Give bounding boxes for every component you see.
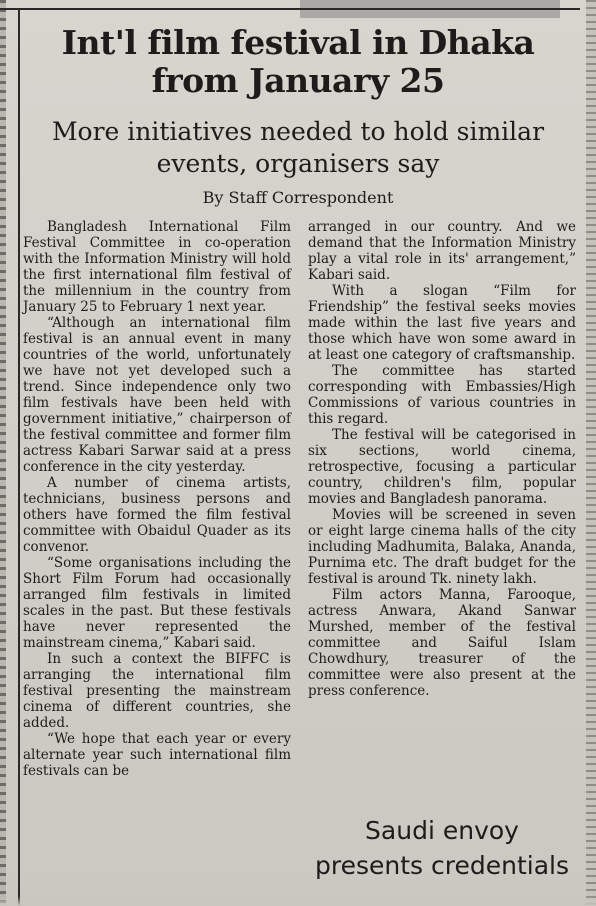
paragraph: “Some organisations including the Short Film Forum had occasionally arranged film festivals in limited scales in the past. But these festivals have never represented the mainstream cinema,” Kabari said. [23, 555, 291, 651]
paragraph: A number of cinema artists, technicians, business persons and others have formed the film festival committee with Obaidul Quader as its convenor. [23, 475, 291, 555]
paragraph: In such a context the BIFFC is arranging the international film festival presenting the mainstream cinema of different countries, she added. [23, 651, 291, 731]
paragraph: arranged in our country. And we demand that the Information Ministry play a vital role in its' arrangement,” Kabari said. [308, 219, 576, 283]
article-column-2 [308, 219, 576, 699]
paragraph: The committee has started corresponding with Embassies/High Commissions of various countries in this regard. [308, 363, 576, 427]
paragraph: Bangladesh International Film Festival Committee in co-operation with the Information Ministry will hold the first international film festival of the millennium in the country from January 25 to February 1 next year. [23, 219, 291, 315]
paragraph: Film actors Manna, Farooque, actress Anwara, Akand Sanwar Murshed, member of the festival committee and Saiful Islam Chowdhury, treasurer of the committee were also present at the press conference. [308, 587, 576, 699]
next-article-headline: Saudi envoy presents credentials [315, 816, 569, 880]
paragraph: Movies will be screened in seven or eight large cinema halls of the city including Madhumita, Balaka, Ananda, Purnima etc. The draft budget for the festival is around Tk. ninety lakh. [308, 507, 576, 587]
top-rule [0, 8, 580, 10]
byline: By Staff Correspondent [202, 188, 394, 207]
right-paper-edge [586, 0, 596, 906]
paragraph: “We hope that each year or every alternate year such international film festivals can be [23, 731, 291, 779]
headline: Int'l film festival in Dhaka from January 25 [61, 23, 535, 100]
subheadline: More initiatives needed to hold similar events, organisers say [51, 117, 545, 178]
article-column-1 [23, 219, 291, 779]
paragraph: “Although an international film festival is an annual event in many countries of the world, unfortunately we have not yet developed such a trend. Since independence only two film festivals have been held with government initiative,” chairperson of the festival committee and former film actress Kabari Sarwar said at a press conference in the city yesterday. [23, 315, 291, 475]
left-torn-edge [0, 0, 6, 906]
paragraph: The festival will be categorised in six sections, world cinema, retrospective, focusing a particular country, children's film, popular movies and Bangladesh panorama. [308, 427, 576, 507]
paragraph: With a slogan “Film for Friendship” the festival seeks movies made within the last five years and those which have won some award in at least one category of craftsmanship. [308, 283, 576, 363]
bottom-crop-edge [0, 896, 596, 906]
